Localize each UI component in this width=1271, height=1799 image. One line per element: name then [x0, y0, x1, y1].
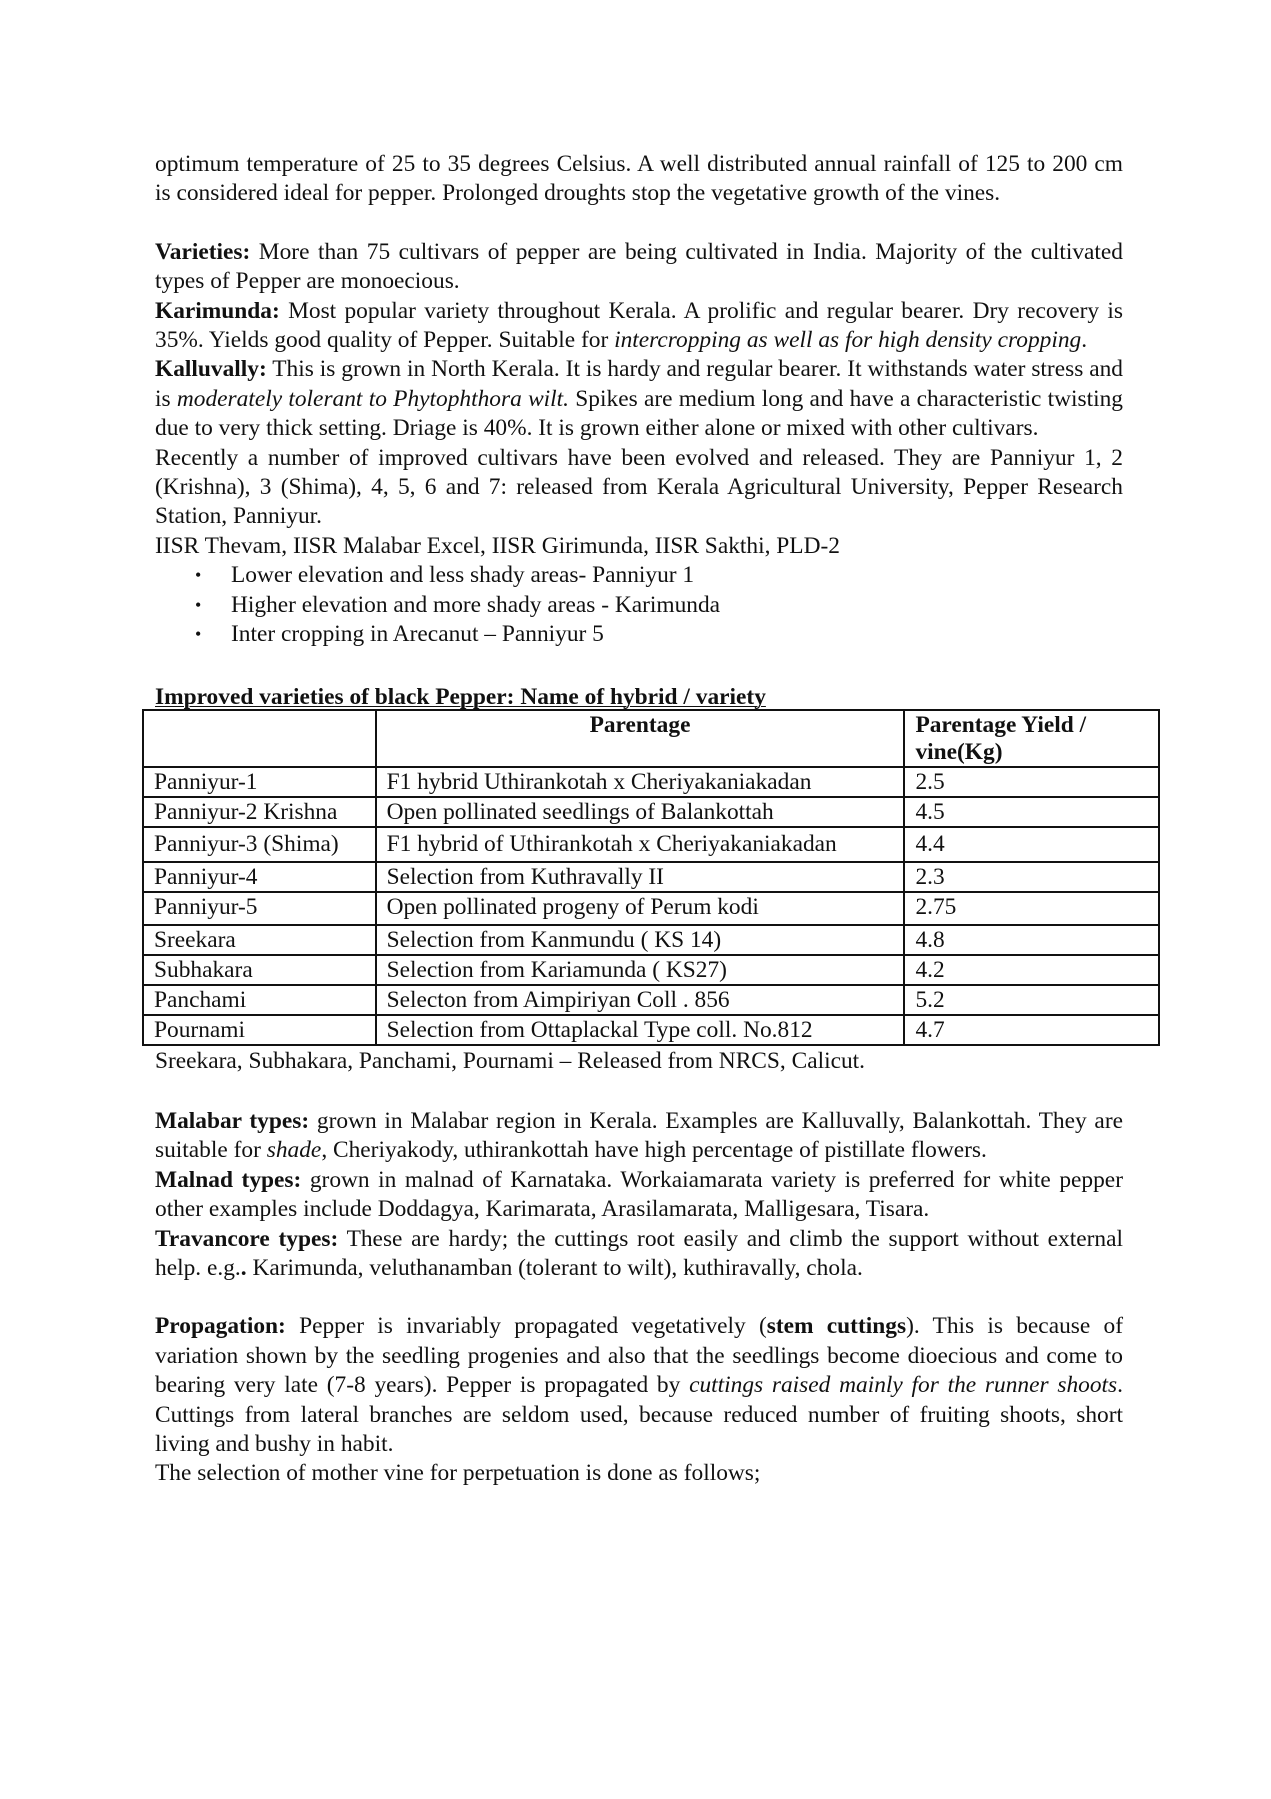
table-row: [143, 797, 1159, 827]
malabar-tail: , Cheriyakody, uthirankottah have high percentage of pistillate flowers.: [321, 1137, 987, 1164]
travancore-text: These are hardy; the cuttings root easily and climb the support without external help. e.g.: [155, 1225, 1123, 1281]
improved-cultivars-paragraph: Recently a number of improved cultivars have been evolved and released. They are Panniyur 1, 2 (Krishna), 3 (Shima), 4, 5, 6 and 7: released from Kerala Agricultural University, Pepper Research Station, Panniyur.: [155, 444, 1123, 530]
bullet-icon: •: [195, 624, 202, 645]
header-parentage: Parentage: [376, 710, 905, 767]
document-page: [155, 150, 1123, 1489]
cell-parentage: Selecton from Aimpiriyan Coll . 856: [376, 985, 905, 1015]
cell-variety: Panniyur-2 Krishna: [143, 797, 376, 827]
bullet-icon: •: [195, 565, 202, 586]
cell-parentage: F1 hybrid Uthirankotah x Cheriyakaniakadan: [376, 767, 905, 797]
varieties-text: More than 75 cultivars of pepper are being cultivated in India. Majority of the cultivated types of Pepper are monoecious.: [155, 238, 1123, 295]
cell-yield: 2.3: [904, 862, 1159, 892]
malabar-italic: shade: [266, 1137, 322, 1164]
header-yield: Parentage Yield / vine(Kg): [904, 710, 1159, 767]
cell-yield: 2.5: [904, 767, 1159, 797]
list-item: [155, 561, 1123, 590]
cell-yield: 4.7: [904, 1015, 1159, 1045]
karimunda-text: Most popular variety throughout Kerala. A prolific and regular bearer. Dry recovery is 35%. Yields good quality of Pepper. Suitable for: [155, 297, 1123, 354]
cell-variety: Pournami: [143, 1015, 376, 1045]
table-row: [143, 1015, 1159, 1045]
propagation-tail: . Cuttings from lateral branches are seldom used, because reduced number of fruiting shoots, short living and bushy in habit.: [155, 1372, 1123, 1457]
spacer: [155, 1076, 1123, 1107]
cell-yield: 4.5: [904, 797, 1159, 827]
table-row: [143, 862, 1159, 892]
table-header-row: [143, 710, 1159, 767]
table-footnote: Sreekara, Subhakara, Panchami, Pournami – Released from NRCS, Calicut.: [155, 1047, 865, 1074]
propagation-label: Propagation:: [155, 1313, 286, 1340]
kalluvally-label: Kalluvally:: [155, 356, 267, 383]
malnad-label: Malnad types:: [155, 1166, 302, 1193]
travancore-paragraph: [155, 1225, 1123, 1284]
cell-variety: Subhakara: [143, 955, 376, 985]
header-variety: [143, 710, 376, 767]
propagation-text-1: Pepper is invariably propagated vegetatively (: [285, 1313, 767, 1340]
intro-paragraph: optimum temperature of 25 to 35 degrees Celsius. A well distributed annual rainfall of 125 to 200 cm is considered ideal for pepper. Prolonged droughts stop the vegetative growth of the vines.: [155, 151, 1123, 207]
cell-parentage: Open pollinated seedlings of Balankottah: [376, 797, 905, 827]
cell-variety: Sreekara: [143, 925, 376, 955]
propagation-paragraph: [155, 1312, 1123, 1459]
table-row: [143, 827, 1159, 862]
iisr-varieties-line: IISR Thevam, IISR Malabar Excel, IISR Girimunda, IISR Sakthi, PLD-2: [155, 532, 840, 559]
malnad-text: grown in malnad of Karnataka. Workaiamarata variety is preferred for white pepper other examples include Doddagya, Karimarata, Arasilamarata, Malligesara, Tisara.: [155, 1166, 1123, 1223]
cell-variety: Panniyur-3 (Shima): [143, 827, 376, 862]
travancore-bold-dot: .: [240, 1254, 247, 1281]
cell-parentage: Selection from Kanmundu ( KS 14): [376, 925, 905, 955]
karimunda-label: Karimunda:: [155, 297, 280, 324]
table-row: [143, 955, 1159, 985]
cell-yield: 2.75: [904, 892, 1159, 925]
cell-variety: Panniyur-5: [143, 892, 376, 925]
malabar-paragraph: [155, 1107, 1123, 1166]
varieties-paragraph: [155, 238, 1123, 297]
cell-yield: 4.2: [904, 955, 1159, 985]
cell-yield: 4.8: [904, 925, 1159, 955]
karimunda-italic: intercropping as well as for high density cropping: [614, 327, 1082, 354]
kalluvally-text: This is grown in North Kerala. It is hardy and regular bearer. It withstands water stress and is: [155, 356, 1123, 412]
cell-variety: Panniyur-4: [143, 862, 376, 892]
list-item-text: Lower elevation and less shady areas- Panniyur 1: [231, 562, 695, 589]
table-row: [143, 892, 1159, 925]
propagation-text-2: ). This is because of variation shown by the seedling progenies and also that the seedlings become dioecious and come to bearing very late (7-8 years). Pepper is propagated by: [155, 1313, 1123, 1399]
cell-parentage: Selection from Kariamunda ( KS27): [376, 955, 905, 985]
malabar-text: grown in Malabar region in Kerala. Examples are Kalluvally, Balankottah. They are suitable for: [155, 1107, 1123, 1164]
cell-variety: Panniyur-1: [143, 767, 376, 797]
karimunda-tail: .: [1081, 327, 1088, 354]
varieties-table: [142, 709, 1160, 1046]
cell-yield: 5.2: [904, 985, 1159, 1015]
recommendation-list: [155, 561, 1123, 649]
kalluvally-paragraph: [155, 355, 1123, 443]
propagation-italic: cuttings raised mainly for the runner shoots: [689, 1372, 1118, 1399]
cell-variety: Panchami: [143, 985, 376, 1015]
spacer: [155, 209, 1123, 238]
cell-parentage: F1 hybrid of Uthirankotah x Cheriyakaniakadan: [376, 827, 905, 862]
propagation-bold: stem cuttings: [766, 1313, 907, 1340]
cell-parentage: Selection from Kuthravally II: [376, 862, 905, 892]
table-row: [143, 767, 1159, 797]
malabar-label: Malabar types:: [155, 1107, 310, 1134]
table-title: Improved varieties of black Pepper: Name of hybrid / variety: [155, 683, 766, 710]
kalluvally-italic: moderately tolerant to Phytophthora wilt.: [176, 385, 570, 412]
list-item-text: Higher elevation and more shady areas - Karimunda: [231, 591, 721, 618]
spacer: [155, 1283, 1123, 1312]
travancore-tail: Karimunda, veluthanamban (tolerant to wilt), kuthiravally, chola.: [246, 1254, 863, 1281]
travancore-label: Travancore types:: [155, 1225, 339, 1252]
karimunda-paragraph: [155, 297, 1123, 356]
list-item-text: Inter cropping in Arecanut – Panniyur 5: [231, 621, 604, 648]
kalluvally-tail: Spikes are medium long and have a characteristic twisting due to very thick setting. Driage is 40%. It is grown either alone or mixed with other cultivars.: [155, 385, 1123, 442]
table-row: [143, 985, 1159, 1015]
cell-yield: 4.4: [904, 827, 1159, 862]
varieties-label: Varieties:: [155, 238, 251, 265]
bullet-icon: •: [195, 594, 202, 615]
list-item: [155, 620, 1123, 649]
cell-parentage: Open pollinated progeny of Perum kodi: [376, 892, 905, 925]
cell-parentage: Selection from Ottaplackal Type coll. No.812: [376, 1015, 905, 1045]
selection-line: The selection of mother vine for perpetuation is done as follows;: [155, 1460, 761, 1487]
malnad-paragraph: [155, 1166, 1123, 1225]
list-item: [155, 591, 1123, 620]
table-row: [143, 925, 1159, 955]
